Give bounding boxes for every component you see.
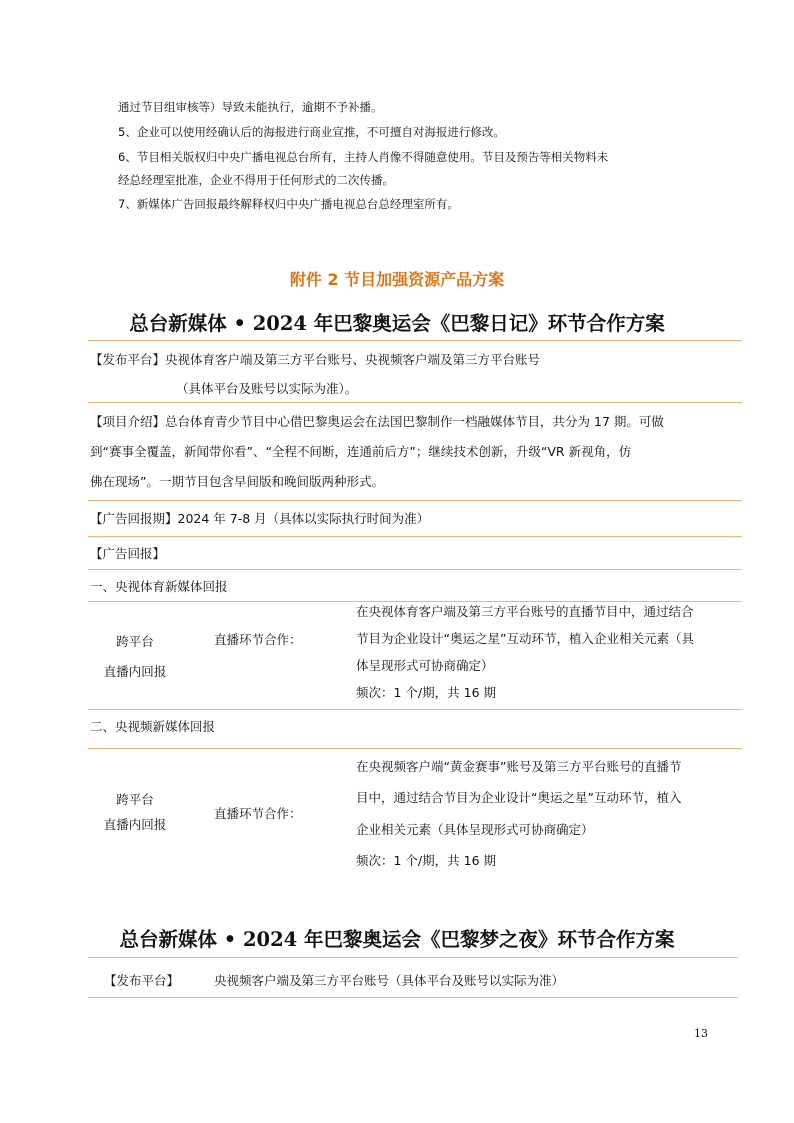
sub1-desc: 体呈现形式可协商确定） — [356, 658, 494, 673]
platform-note: （具体平台及账号以实际为准）。 — [176, 381, 358, 396]
divider — [88, 709, 742, 710]
intro-text: 总台体育青少节目中心借巴黎奥运会在法国巴黎制作一档融媒体节目，共分为 17 期。可做 — [165, 414, 664, 429]
page-number: 13 — [694, 1027, 708, 1040]
intro-label: 【项目介绍】 — [90, 414, 166, 429]
ad-period: 【广告回报期】2024 年 7-8 月（具体以实际执行时间为准） — [90, 511, 430, 526]
platform-label: 【发布平台】 — [90, 352, 166, 367]
sub1-col2: 直播环节合作： — [214, 632, 302, 647]
divider — [88, 997, 738, 998]
sub1-desc: 在央视体育客户端及第三方平台账号的直播节目中，通过结合 — [356, 604, 694, 619]
divider — [88, 402, 742, 403]
divider — [88, 748, 742, 749]
divider — [88, 957, 738, 958]
sub2-desc: 企业相关元素（具体呈现形式可协商确定） — [356, 822, 594, 837]
note-line: 通过节目组审核等）导致未能执行，逾期不予补播。 — [118, 100, 383, 114]
section2-title: 总台新媒体 • 2024 年巴黎奥运会《巴黎梦之夜》环节合作方案 — [119, 928, 675, 951]
sub2-col1-line2: 直播内回报 — [103, 817, 167, 832]
section2-platform-text: 央视频客户端及第三方平台账号（具体平台及账号以实际为准） — [214, 973, 565, 988]
returns-label: 【广告回报】 — [90, 546, 166, 561]
sub2-freq: 频次：1 个/期，共 16 期 — [356, 853, 496, 868]
divider — [88, 536, 742, 537]
sub2-heading: 二、央视频新媒体回报 — [90, 719, 216, 734]
sub1-col1-line1: 跨平台 — [116, 634, 154, 649]
platform-row — [90, 350, 540, 368]
sub1-desc: 节目为企业设计“奥运之星”互动环节，植入企业相关元素（具 — [356, 631, 694, 646]
sub2-desc: 目中，通过结合节目为企业设计“奥运之星”互动环节，植入 — [356, 790, 682, 805]
divider — [88, 500, 742, 501]
section1-title: 总台新媒体 • 2024 年巴黎奥运会《巴黎日记》环节合作方案 — [129, 312, 665, 335]
platform-text: 央视体育客户端及第三方平台账号、央视频客户端及第三方平台账号 — [165, 352, 541, 367]
sub1-freq: 频次：1 个/期，共 16 期 — [356, 685, 496, 700]
appendix-title: 附件 2 节目加强资源产品方案 — [289, 270, 505, 289]
sub1-heading: 一、央视体育新媒体回报 — [90, 579, 228, 594]
sub2-col1-line1: 跨平台 — [116, 792, 154, 807]
sub2-desc: 在央视频客户端“黄金赛事”账号及第三方平台账号的直播节 — [356, 759, 682, 774]
intro-line — [90, 412, 664, 430]
note-line: 6、节目相关版权归中央广播电视总台所有，主持人肖像不得随意使用。节目及预告等相关物料未 — [118, 150, 609, 164]
intro-line: 佛在现场”。一期节目包含早间版和晚间版两种形式。 — [90, 474, 384, 489]
divider — [88, 340, 742, 341]
note-line: 7、新媒体广告回报最终解释权归中央广播电视总台总经理室所有。 — [118, 197, 459, 211]
sub1-col1-line2: 直播内回报 — [103, 664, 167, 679]
section2-platform-label: 【发布平台】 — [104, 973, 180, 988]
divider — [88, 569, 742, 570]
intro-line: 到“赛事全覆盖，新闻带你看”、“全程不间断，连通前后方”；继续技术创新，升级“VR 新视角，仿 — [90, 444, 632, 459]
note-line: 5、企业可以使用经确认后的海报进行商业宣推，不可擅自对海报进行修改。 — [118, 125, 505, 139]
sub2-col2: 直播环节合作： — [214, 806, 302, 821]
note-line: 经总经理室批准，企业不得用于任何形式的二次传播。 — [118, 173, 394, 187]
